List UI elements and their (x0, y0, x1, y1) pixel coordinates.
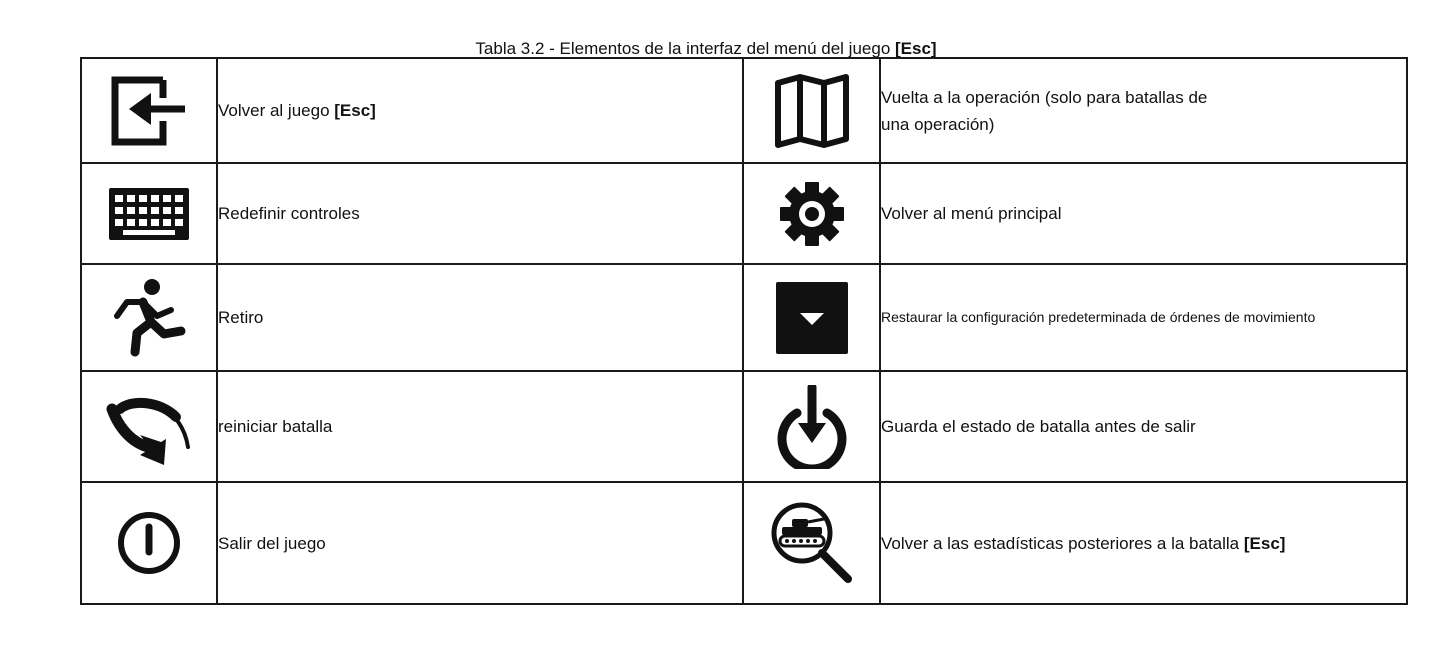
running-man-icon (107, 278, 191, 358)
esc-key-label: [Esc] (1243, 533, 1286, 553)
icon-cell (743, 482, 880, 604)
table-row (81, 58, 1407, 163)
gear-icon (778, 180, 846, 248)
restore-default-orders-label: Restaurar la configuración predeterminada de órdenes de movimiento (881, 309, 1316, 325)
dropdown-triangle-icon (776, 282, 848, 354)
description-cell (217, 482, 743, 604)
description-cell (880, 264, 1407, 371)
esc-key-label: [Esc] (334, 101, 376, 120)
description-cell (217, 163, 743, 264)
table-caption-key: [Esc] (895, 39, 937, 58)
icon-cell (743, 58, 880, 163)
post-battle-stats-label: Volver a las estadísticas posteriores a la batalla (881, 533, 1240, 553)
interface-elements-table (80, 57, 1408, 605)
map-icon (774, 73, 850, 149)
retreat-label: Retiro (218, 308, 264, 327)
save-download-icon (773, 385, 851, 469)
icon-cell (81, 58, 217, 163)
curved-arrow-icon (106, 387, 192, 467)
description-cell (880, 58, 1407, 163)
save-battle-state-label: Guarda el estado de batalla antes de salir (881, 417, 1196, 436)
description-cell (880, 371, 1407, 482)
table-row (81, 371, 1407, 482)
icon-cell (81, 163, 217, 264)
description-cell (880, 163, 1407, 264)
icon-cell (743, 264, 880, 371)
tank-magnifier-icon (770, 501, 854, 585)
restart-battle-label: reiniciar batalla (218, 417, 333, 436)
table-row (81, 264, 1407, 371)
resume-game-label: Volver al juego (218, 101, 330, 120)
table-row (81, 163, 1407, 264)
main-menu-label: Volver al menú principal (881, 204, 1062, 223)
table-caption-text: Tabla 3.2 - Elementos de la interfaz del menú del juego (475, 39, 891, 58)
description-cell (880, 482, 1407, 604)
icon-cell (743, 163, 880, 264)
description-cell (217, 58, 743, 163)
icon-cell (81, 371, 217, 482)
icon-cell (81, 264, 217, 371)
return-to-operation-label-line2: una operación) (881, 114, 995, 134)
icon-cell (81, 482, 217, 604)
redefine-controls-label: Redefinir controles (218, 204, 360, 223)
keyboard-icon (109, 188, 189, 240)
return-to-operation-label-line1: Vuelta a la operación (solo para batallas de (881, 87, 1208, 107)
power-icon (116, 510, 182, 576)
exit-door-arrow-icon (111, 76, 187, 146)
description-cell (217, 264, 743, 371)
exit-game-label: Salir del juego (218, 533, 326, 553)
description-cell (217, 371, 743, 482)
table-row (81, 482, 1407, 604)
icon-cell (743, 371, 880, 482)
